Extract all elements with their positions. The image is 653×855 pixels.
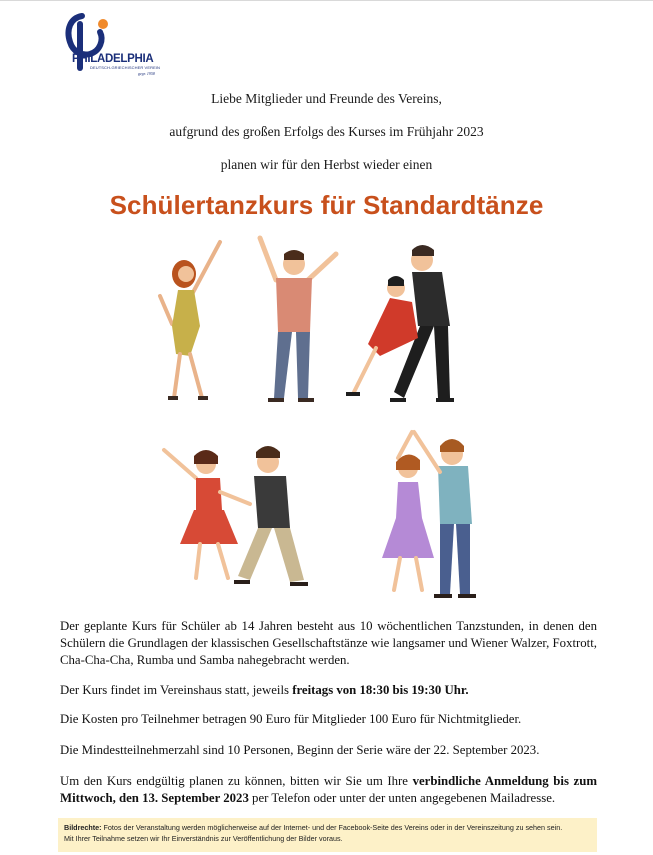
intro-line-1: Liebe Mitglieder und Freunde des Vereins, xyxy=(211,91,442,106)
schedule-paragraph xyxy=(60,682,597,699)
dancers-illustration xyxy=(150,228,510,608)
tango-couple-icon xyxy=(346,245,454,400)
course-headline: Schülertanzkurs für Standardtänze xyxy=(109,190,544,220)
registration-text: Um den Kurs endgültig planen zu können, bitten wir Sie um Ihre xyxy=(60,774,413,788)
note-line-1 xyxy=(64,823,591,834)
cost-paragraph: Die Kosten pro Teilnehmer betragen 90 Euro für Mitglieder 100 Euro für Nichtmitglieder. xyxy=(60,712,522,726)
twirl-couple-icon xyxy=(382,432,476,596)
schedule-text: Der Kurs findet im Vereinshaus statt, jeweils xyxy=(60,683,293,697)
min-participants-paragraph: Die Mindestteilnehmerzahl sind 10 Personen, Beginn der Serie wäre der 22. September 2023. xyxy=(60,743,540,757)
registration-paragraph xyxy=(60,773,597,807)
image-rights-note xyxy=(58,818,597,852)
woman-dancing-icon xyxy=(160,242,220,398)
logo-subtitle: DEUTSCH-GRIECHISCHER VEREIN xyxy=(90,65,161,70)
note-text-2: Mit Ihrer Teilnahme setzen wir Ihr Einverständnis zur Veröffentlichung der Bilder voraus. xyxy=(64,833,343,843)
schedule-time: freitags von 18:30 bis 19:30 Uhr. xyxy=(292,683,469,697)
registration-contact: per Telefon oder unter der unten angegebenen Mailadresse. xyxy=(248,791,556,805)
note-text-1: Fotos der Veranstaltung werden möglicherweise auf der Internet- und der Facebook-Seite des Vereins oder in der Vereinszeitung zu sehen sein. xyxy=(101,823,563,832)
registration-deadline: verbindliche Anmeldung bis zum Mittwoch, den 13. September 2023 xyxy=(60,774,597,805)
logo-name: PHILADELPHIA xyxy=(72,53,154,65)
logo-tagline: gegr. 1958 xyxy=(138,71,155,76)
man-dancing-icon xyxy=(260,238,336,400)
page-top-border xyxy=(0,0,653,1)
note-label: Bildrechte: xyxy=(64,823,102,832)
intro-line-2: aufgrund des großen Erfolgs des Kurses im Frühjahr 2023 xyxy=(169,124,484,139)
intro-line-3: planen wir für den Herbst wieder einen xyxy=(220,157,433,172)
swing-couple-icon xyxy=(164,446,308,584)
course-description: Der geplante Kurs für Schüler ab 14 Jahren besteht aus 10 wöchentlichen Tanzstunden, in denen den Schülern die Grundlagen der klassischen Gesellschaftstänze wie langsamer und Wiener Walzer, Foxtrott, Cha-Cha-Cha, Rumba und Samba nahegebracht werden. xyxy=(60,619,597,667)
